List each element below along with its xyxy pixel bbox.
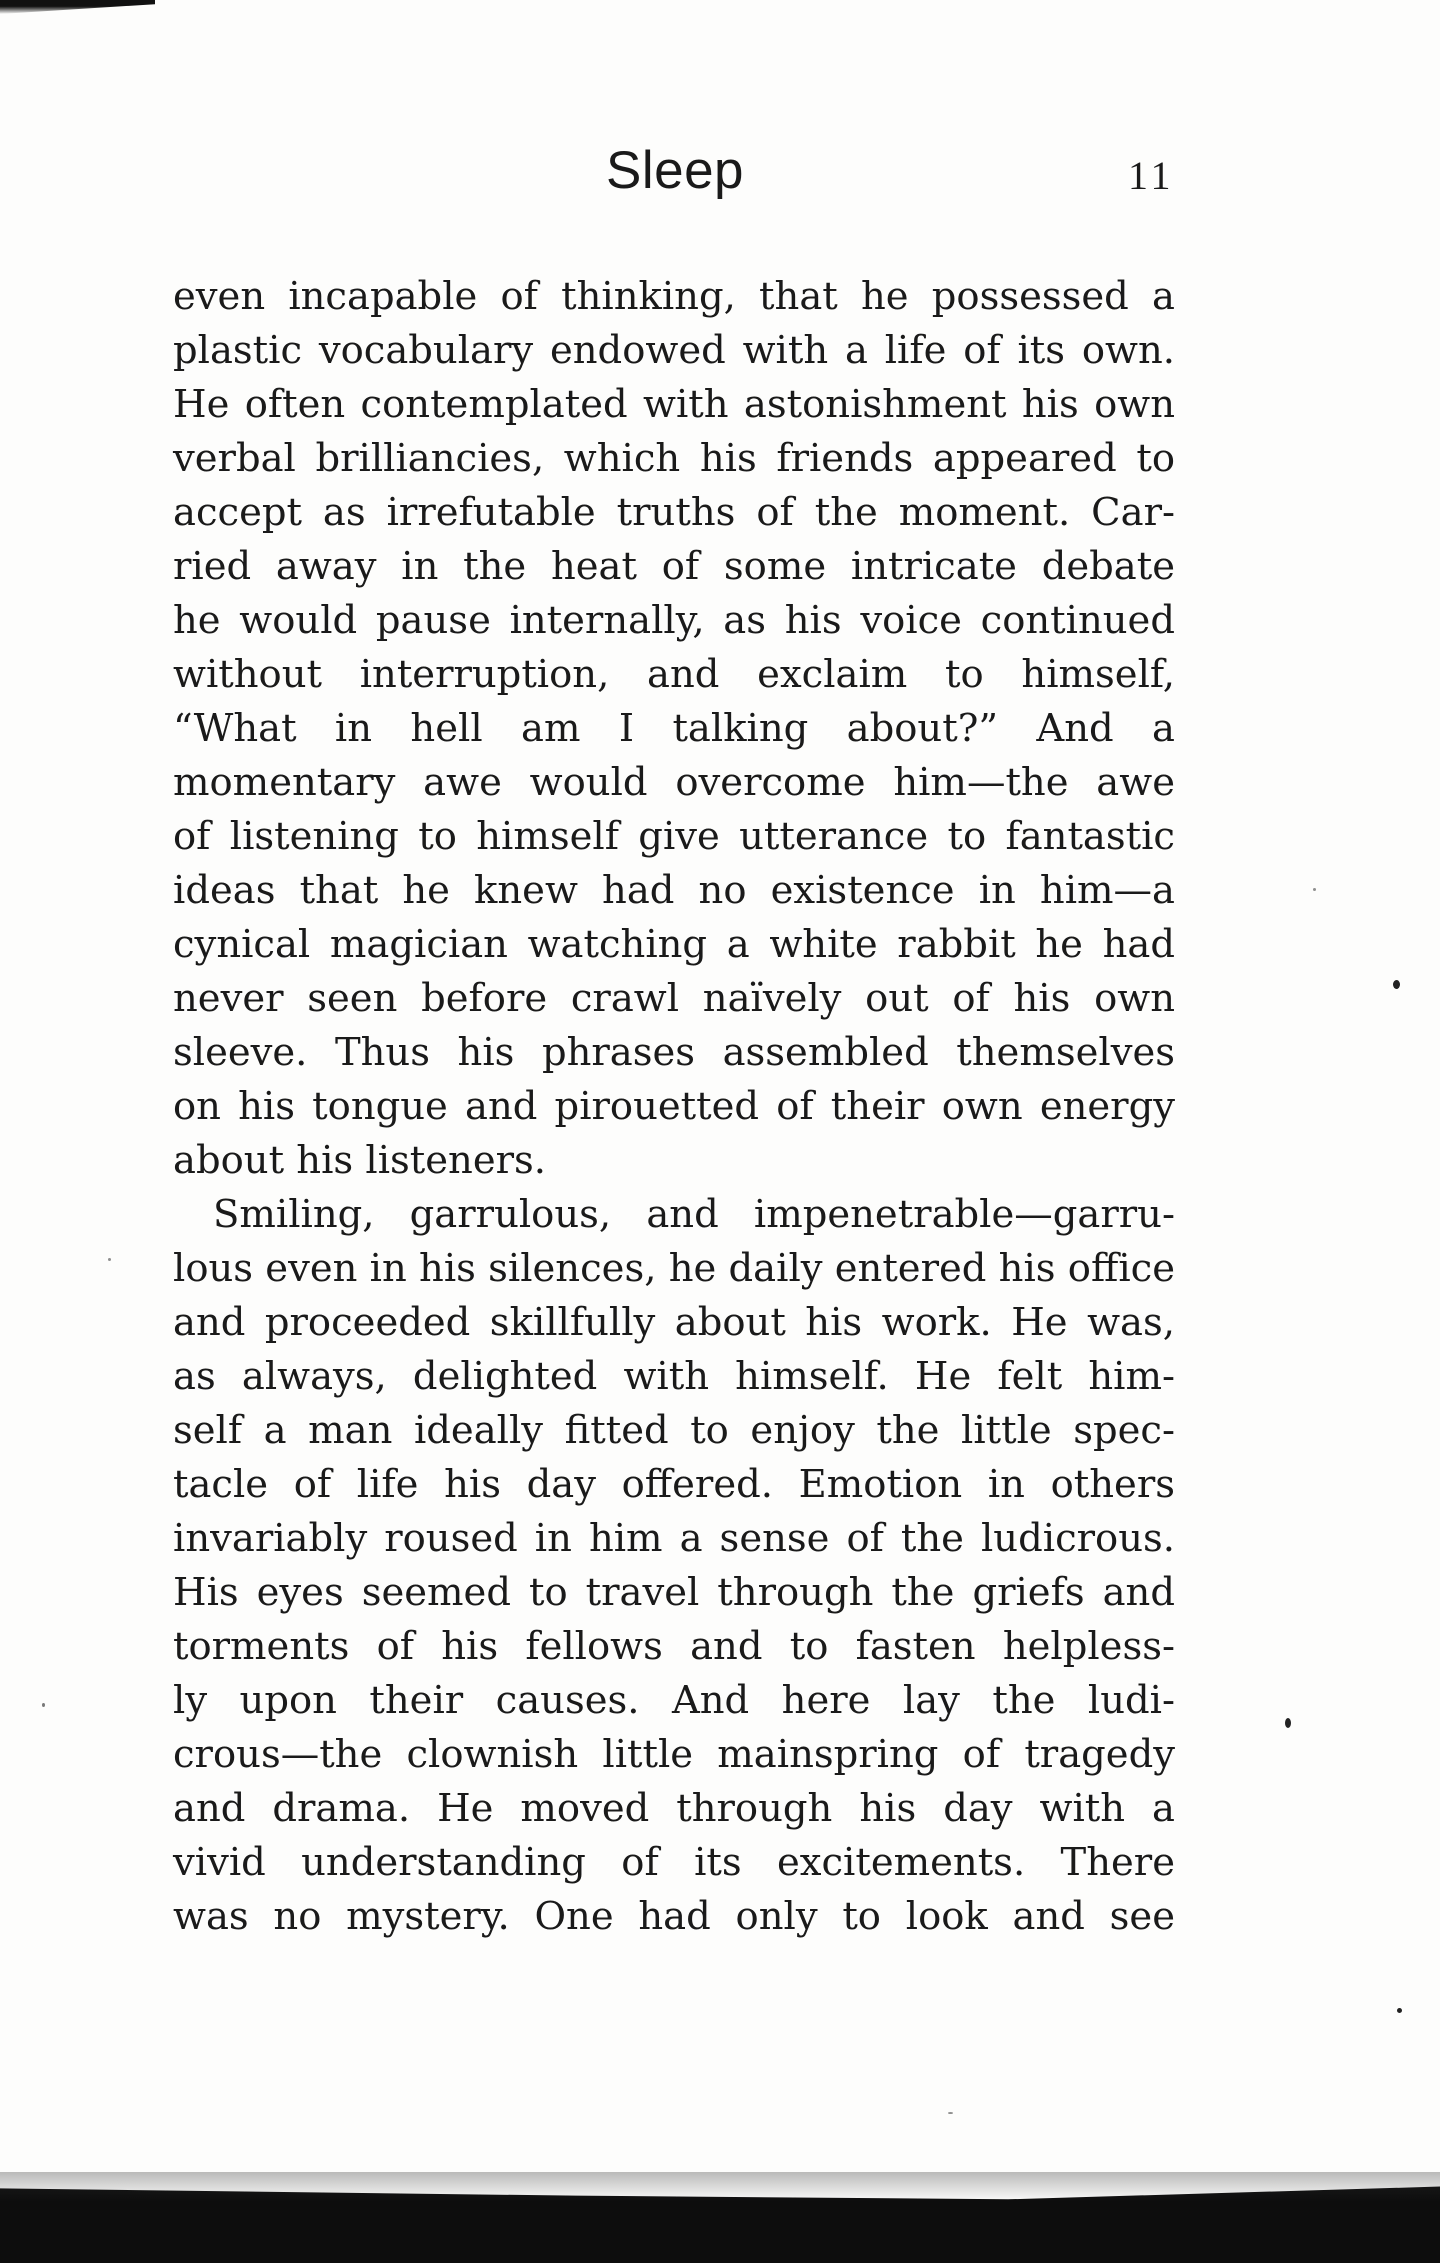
text-line: verbal brilliancies, which his friends appeared to [173, 436, 1175, 481]
running-head [0, 140, 1440, 210]
scan-speck [42, 1703, 45, 1707]
text-line: cynical magician watching a white rabbit he had [173, 922, 1175, 967]
text-line: and drama. He moved through his day with a [173, 1786, 1175, 1831]
paragraph-start-line: Smiling, garrulous, and impenetrable—garru- [213, 1192, 1175, 1237]
text-line: His eyes seemed to travel through the griefs and [173, 1570, 1175, 1615]
text-line: invariably roused in him a sense of the ludicrous. [173, 1516, 1175, 1561]
scan-speck [1313, 888, 1316, 891]
page-number: 11 [1128, 153, 1175, 198]
text-line: torments of his fellows and to fasten helpless- [173, 1624, 1175, 1669]
text-line: never seen before crawl naïvely out of his own [173, 976, 1175, 1021]
text-line: without interruption, and exclaim to himself, [173, 652, 1175, 697]
text-line: he would pause internally, as his voice continued [173, 598, 1175, 643]
text-line: and proceeded skillfully about his work. He was, [173, 1300, 1175, 1345]
text-line: accept as irrefutable truths of the moment. Car- [173, 490, 1175, 535]
text-line: as always, delighted with himself. He felt him- [173, 1354, 1175, 1399]
text-line: ly upon their causes. And here lay the ludi- [173, 1678, 1175, 1723]
text-line: plastic vocabulary endowed with a life of its own. [173, 328, 1175, 373]
chapter-title: Sleep [605, 141, 745, 200]
text-line: vivid understanding of its excitements. There [173, 1840, 1175, 1885]
text-line: momentary awe would overcome him—the awe [173, 760, 1175, 805]
text-line: “What in hell am I talking about?” And a [173, 706, 1175, 751]
text-line: ried away in the heat of some intricate debate [173, 544, 1175, 589]
text-line: self a man ideally fitted to enjoy the little spec- [173, 1408, 1175, 1453]
scan-speck [1397, 2008, 1402, 2013]
text-line: on his tongue and pirouetted of their own energy [173, 1084, 1175, 1129]
text-line: was no mystery. One had only to look and see [173, 1894, 1175, 1939]
text-line: of listening to himself give utterance to fantastic [173, 814, 1175, 859]
body-text [173, 270, 1175, 1944]
text-line: lous even in his silences, he daily entered his office [173, 1246, 1175, 1291]
scan-speck [948, 2112, 953, 2114]
scan-speck [1393, 980, 1400, 989]
paragraph-end-line: about his listeners. [173, 1138, 547, 1183]
scan-speck [108, 1258, 111, 1261]
text-line: crous—the clownish little mainspring of tragedy [173, 1732, 1175, 1777]
text-line: tacle of life his day offered. Emotion in others [173, 1462, 1175, 1507]
text-line: He often contemplated with astonishment his own [173, 382, 1175, 427]
text-line: sleeve. Thus his phrases assembled themselves [173, 1030, 1175, 1075]
text-line: even incapable of thinking, that he possessed a [173, 274, 1175, 319]
scan-bottom-shadow [0, 2172, 1440, 2202]
scan-speck [1285, 1718, 1291, 1728]
text-line: ideas that he knew had no existence in him—a [173, 868, 1175, 913]
scan-corner-mark [0, 0, 155, 14]
